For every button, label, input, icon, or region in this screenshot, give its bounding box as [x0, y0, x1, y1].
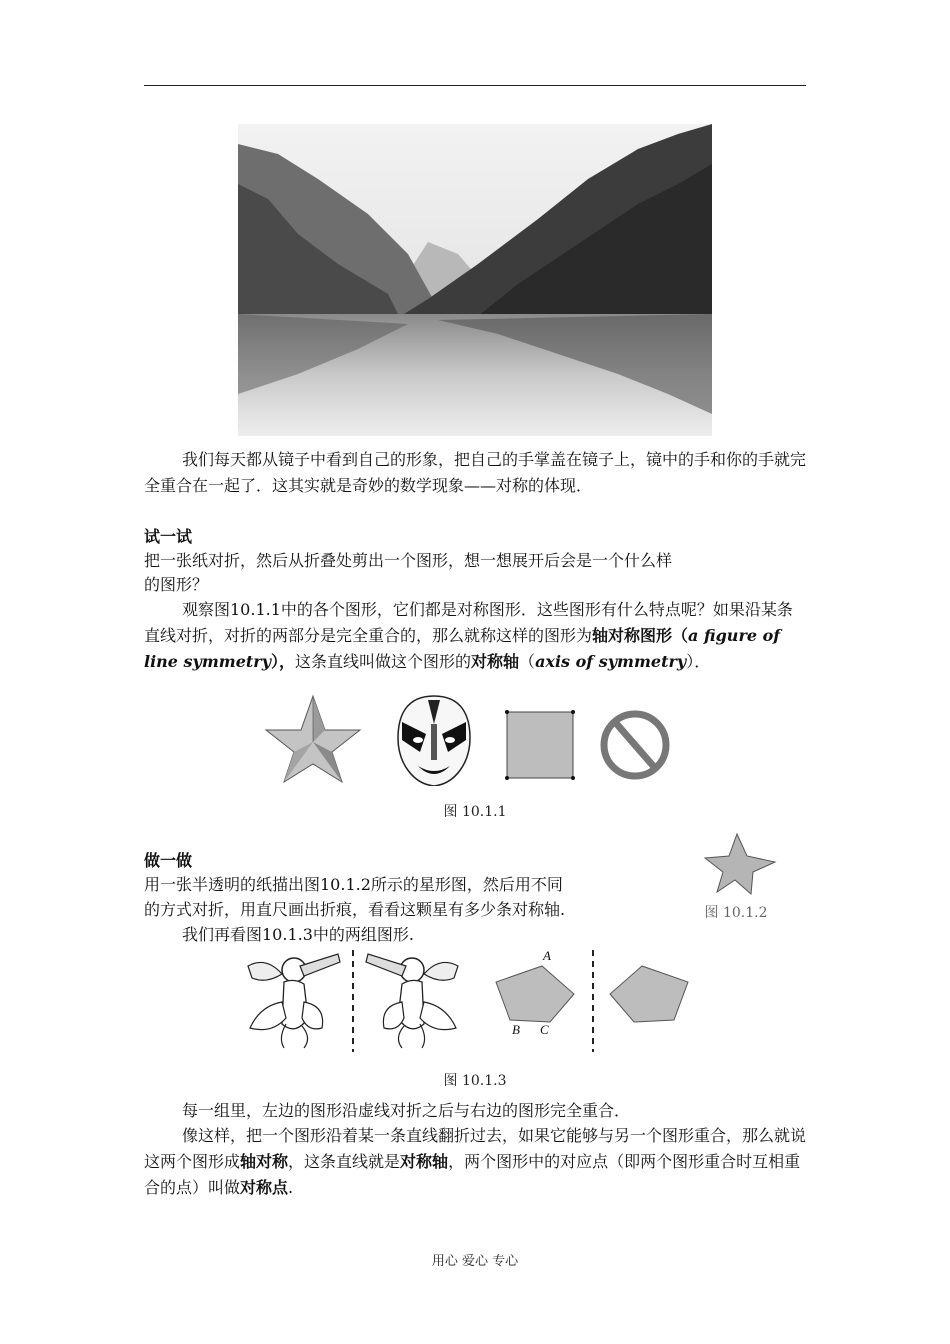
- try-it-heading: 试一试: [144, 527, 193, 546]
- paren-open-1: （: [672, 626, 689, 645]
- figure-10-1-1-caption: 图 10.1.1: [443, 804, 507, 820]
- conclusion-paragraph: [144, 1123, 808, 1201]
- do-it-line-1: 用一张半透明的纸描出图10.1.2所示的星形图，然后用不同: [144, 875, 563, 894]
- conclusion-part-d: .: [288, 1178, 294, 1197]
- pentagon-right: [610, 966, 688, 1022]
- term-line-symmetry-figure: 轴对称图形: [592, 626, 673, 645]
- definition-paragraph: [144, 597, 808, 675]
- term-symmetry-axis: 对称轴: [400, 1152, 449, 1171]
- term-symmetric-points: 对称点: [240, 1178, 289, 1197]
- term-axis-of-symmetry: 对称轴: [471, 652, 520, 671]
- observe-sentence: 观察图10.1.1中的各个图形，它们都是对称图形．这些图形有什么特点呢？: [182, 600, 713, 619]
- conclusion-part-b: ，这条直线就是: [288, 1152, 401, 1171]
- paren-open-2: （: [519, 652, 536, 671]
- conclusion-part-a: 像这样，把一个图形沿着某一条直线翻折过去，如果它能够与另一个图形重合，那么就说这两个图形成: [144, 1126, 807, 1171]
- prohibition-sign: [604, 714, 666, 776]
- header-rule: [144, 85, 806, 86]
- definition-part-1: 如果沿某条直线对折，对折的两部分是完全重合的，那么就称这样的图形为: [144, 600, 793, 645]
- pentagon-left: [496, 966, 574, 1022]
- vertex-label-b: B: [512, 1022, 520, 1037]
- angel-figure-left: [248, 954, 340, 1048]
- paren-close-2: ）．: [686, 652, 711, 671]
- term-axis-of-symmetry-en: axis of symmetry: [535, 652, 687, 671]
- figure-10-1-3: [242, 948, 702, 1054]
- star-shape: [266, 696, 360, 782]
- opera-mask: [398, 696, 470, 786]
- try-it-line-2: 的图形？: [144, 575, 209, 594]
- try-it-line-1: 把一张纸对折，然后从折叠处剪出一个图形，想一想展开后会是一个什么样: [144, 551, 673, 570]
- term-axial-symmetry: 轴对称: [240, 1152, 289, 1171]
- figure-10-1-2-star: [703, 832, 777, 896]
- conclusion-part-c: ，两个图形中的对应点（即两个图形重合时互相重合的点）叫做: [144, 1152, 801, 1197]
- term-line-symmetry-figure-en: a figure of line symmetry: [144, 626, 781, 671]
- figure-10-1-1: [262, 694, 682, 786]
- vertex-label-c: C: [540, 1022, 549, 1037]
- figure-10-1-2-caption: 图 10.1.2: [704, 905, 768, 921]
- paren-close-1: ），: [271, 652, 296, 671]
- figure-10-1-3-caption: 图 10.1.3: [443, 1073, 507, 1089]
- intro-paragraph: 我们每天都从镜子中看到自己的形象，把自己的手掌盖在镜子上，镜中的手和你的手就完全重合在一起了．这其实就是奇妙的数学现象——对称的体现．: [144, 450, 807, 495]
- definition-part-2: 这条直线叫做这个图形的: [295, 652, 472, 671]
- page-footer: 用心 爱心 专心: [431, 1254, 519, 1269]
- lake-landscape-photo: [238, 124, 712, 436]
- conclusion-line-1: 每一组里，左边的图形沿虚线对折之后与右边的图形完全重合．: [182, 1101, 631, 1120]
- do-it-line-2: 的方式对折，用直尺画出折痕，看看这颗星有多少条对称轴.: [144, 900, 566, 919]
- angel-figure-right: [366, 954, 458, 1048]
- do-it-heading: 做一做: [144, 851, 193, 870]
- vertex-label-a: A: [543, 948, 551, 963]
- square-shape: [505, 710, 575, 780]
- do-it-line-3: 我们再看图10.1.3中的两组图形.: [182, 925, 414, 944]
